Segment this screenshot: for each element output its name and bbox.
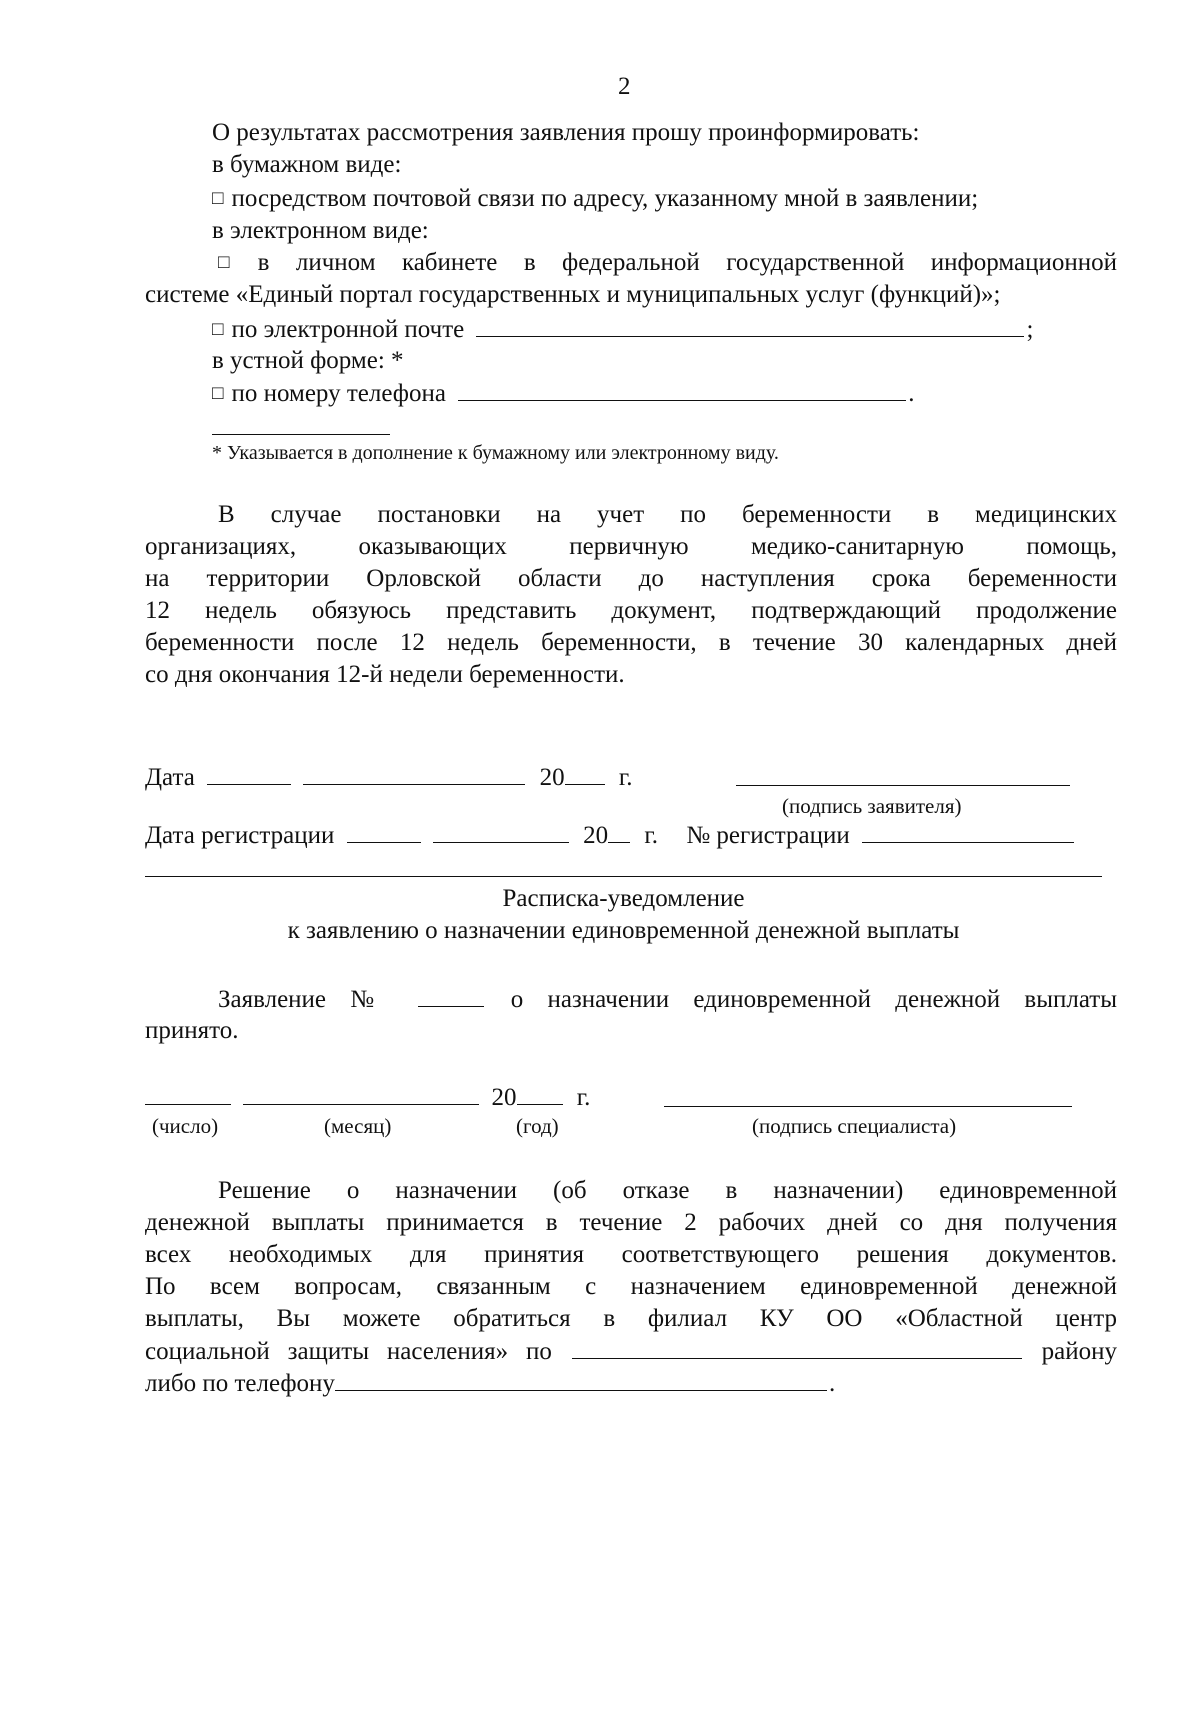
statement-number-blank [418, 984, 484, 1007]
receipt-year-prefix: 20 [491, 1084, 517, 1111]
caption-month: (месяц) [324, 1114, 392, 1138]
notify-oral-label: в устной форме: * [212, 347, 404, 374]
statement-number-label: Заявление № [218, 986, 393, 1013]
email-blank-line [476, 314, 1024, 337]
phone-number-blank [335, 1368, 827, 1391]
receipt-day-blank [145, 1082, 231, 1105]
footnote-separator [212, 434, 390, 435]
decision-line-1: Решение о назначении (об отказе в назначении) единовременной [218, 1177, 1117, 1204]
district-blank [572, 1336, 1022, 1359]
option-portal-label: в личном кабинете в федеральной государственной информационной [257, 249, 1118, 276]
decision-line6-end: району [1041, 1338, 1118, 1365]
reg-year-prefix: 20 [583, 822, 609, 849]
option-email [212, 314, 1033, 347]
decision-line-6 [145, 1336, 1117, 1367]
date-year-prefix: 20 [539, 764, 565, 791]
pregnancy-line-5: беременности после 12 недель беременности, в течение 30 календарных дней [145, 629, 1117, 656]
applicant-signature-caption: (подпись заявителя) [782, 794, 962, 818]
option-email-label: по электронной почте [231, 316, 465, 343]
pregnancy-line-4: 12 недель обязуюсь представить документ, подтверждающий продолжение [145, 597, 1117, 624]
receipt-statement-line1 [218, 984, 1117, 1015]
decision-line7-text: либо по телефону [145, 1370, 335, 1397]
pregnancy-line-6: со дня окончания 12-й недели беременности. [145, 661, 625, 688]
decision-line7-end: . [828, 1370, 836, 1397]
checkbox-icon: □ [212, 188, 224, 209]
checkbox-icon: □ [212, 383, 224, 404]
date-year-blank [565, 762, 605, 785]
statement-text: о назначении единовременной денежной выплаты [510, 986, 1118, 1013]
decision-line-3: всех необходимых для принятия соответствующего решения документов. [145, 1241, 1117, 1268]
option-phone [212, 378, 914, 411]
phone-blank-line [458, 378, 906, 401]
caption-year: (год) [516, 1114, 559, 1138]
receipt-year-blank [517, 1082, 563, 1105]
option-portal-line1 [218, 248, 1117, 280]
option-post-label: посредством почтовой связи по адресу, указанному мной в заявлении; [231, 185, 979, 212]
applicant-signature-line [736, 785, 1070, 786]
receipt-statement-line2: принято. [145, 1017, 239, 1044]
date-year-suffix: г. [618, 764, 633, 791]
checkbox-icon: □ [212, 319, 224, 340]
date-label: Дата [145, 764, 195, 791]
email-end: ; [1026, 316, 1034, 343]
reg-number-label: № регистрации [686, 822, 850, 849]
decision-line-7 [145, 1368, 835, 1399]
reg-year-blank [608, 820, 630, 843]
date-day-blank [207, 762, 291, 785]
date-month-blank [303, 762, 525, 785]
reg-day-blank [347, 820, 421, 843]
notify-electronic-label: в электронном виде: [212, 217, 429, 244]
decision-line-5: выплаты, Вы можете обратиться в филиал КУ ОО «Областной центр [145, 1305, 1117, 1332]
receipt-date-row [145, 1082, 590, 1113]
option-phone-label: по номеру телефона [231, 380, 446, 407]
registration-row [145, 820, 1076, 851]
receipt-title: Расписка-уведомление [502, 885, 745, 912]
pregnancy-line-3: на территории Орловской области до наступления срока беременности [145, 565, 1117, 592]
option-portal-line2: системе «Единый портал государственных и муниципальных услуг (функций)»; [145, 281, 1001, 308]
notify-heading: О результатах рассмотрения заявления прошу проинформировать: [212, 119, 920, 146]
receipt-year-suffix: г. [576, 1084, 591, 1111]
footnote: * Указывается в дополнение к бумажному или электронному виду. [212, 442, 779, 464]
reg-year-suffix: г. [644, 822, 659, 849]
caption-day: (число) [152, 1114, 219, 1138]
reg-date-label: Дата регистрации [145, 822, 335, 849]
specialist-signature-line [664, 1106, 1072, 1107]
checkbox-icon: □ [218, 252, 250, 273]
receipt-month-blank [243, 1082, 479, 1105]
option-post [212, 184, 978, 216]
notify-paper-label: в бумажном виде: [212, 151, 402, 178]
decision-line6-text: социальной защиты населения» по [145, 1338, 552, 1365]
reg-number-blank [862, 820, 1074, 843]
phone-end: . [908, 380, 915, 407]
receipt-subtitle: к заявлению о назначении единовременной денежной выплаты [287, 917, 960, 944]
section-divider [145, 876, 1102, 877]
pregnancy-line-2: организациях, оказывающих первичную медико-санитарную помощь, [145, 533, 1117, 560]
decision-line-4: По всем вопросам, связанным с назначением единовременной денежной [145, 1273, 1117, 1300]
decision-line-2: денежной выплаты принимается в течение 2 рабочих дней со дня получения [145, 1209, 1117, 1236]
date-row [145, 762, 633, 793]
pregnancy-line-1: В случае постановки на учет по беременности в медицинских [218, 501, 1117, 528]
reg-month-blank [433, 820, 569, 843]
caption-specialist-signature: (подпись специалиста) [752, 1114, 957, 1138]
page-number: 2 [618, 73, 631, 100]
